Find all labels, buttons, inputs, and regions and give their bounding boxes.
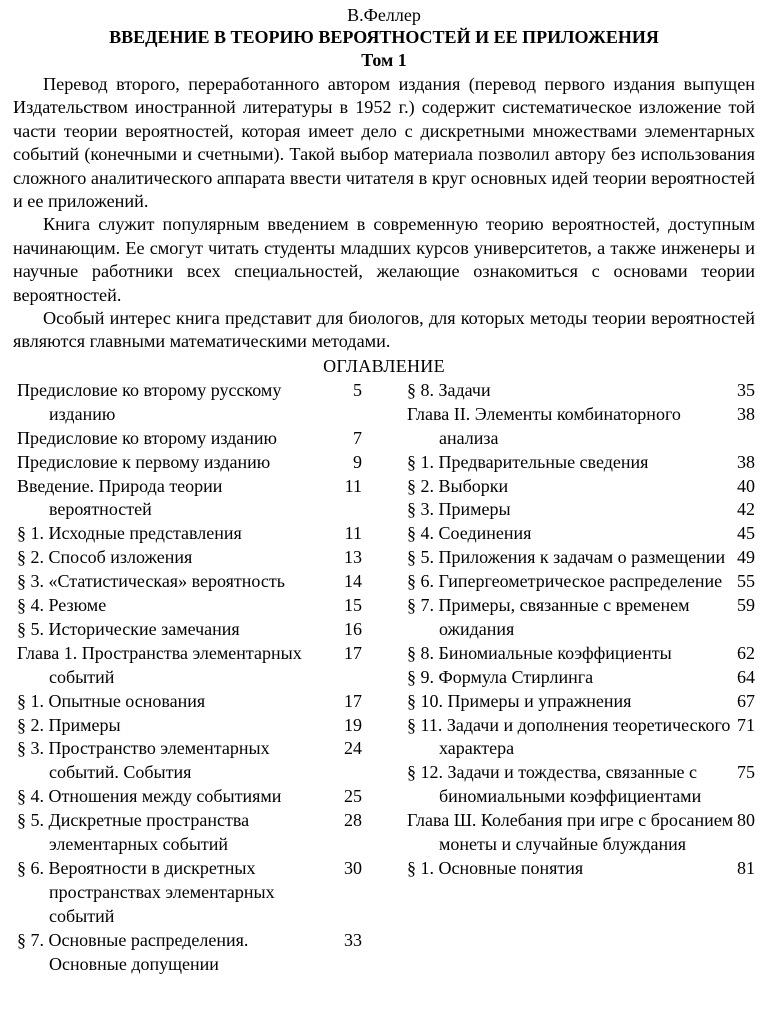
toc-entry-title: § 1. Предварительные сведения [407,451,649,472]
toc-entry-title: § 3. Примеры [407,499,511,520]
toc-entry-page: 55 [737,571,755,592]
toc-entry-page: 42 [737,499,755,520]
toc-entry-title: Предисловие к первому изданию [17,451,271,472]
toc-entry-title: § 3. Пространство элементарных событий. События [17,738,270,783]
toc-entry-page: 19 [344,714,362,735]
toc-entry-page: 75 [737,762,755,783]
toc-entry-title: § 2. Выборки [407,475,509,496]
toc-entry-title: § 1. Опытные основания [17,690,206,711]
toc-entry-page: 28 [344,810,362,831]
toc-entry [17,594,362,618]
toc-entry-title: § 3. «Статистическая» вероятность [17,571,285,592]
toc-entry [17,785,362,809]
toc-left-column [17,379,362,977]
toc-entry-page: 11 [344,523,362,544]
description-paragraph: Особый интерес книга представит для биологов, для которых методы теории вероятностей являются главными математическими методами. [13,308,755,352]
toc-entry-title: § 2. Способ изложения [17,547,193,568]
toc-entry-title: § 4. Резюме [17,595,107,616]
toc-entry [407,498,755,522]
toc-entry-page: 7 [353,427,362,448]
toc-entry [407,546,755,570]
toc-entry-page: 5 [353,379,362,400]
toc-entry-page: 71 [737,714,755,735]
toc-entry-page: 24 [344,738,362,759]
toc-entry-title: Введение. Природа теории вероятностей [17,475,223,520]
toc-entry-page: 64 [737,666,755,687]
table-of-contents [13,379,755,977]
toc-entry [17,379,362,427]
toc-entry-page: 40 [737,475,755,496]
toc-entry [17,929,362,977]
toc-entry-page: 35 [737,379,755,400]
volume-label: Том 1 [361,50,407,70]
toc-entry [17,546,362,570]
document-page [13,4,755,977]
toc-right-column [407,379,755,881]
toc-entry-title: § 5. Приложения к задачам о размещении [407,547,726,568]
toc-entry [407,594,755,642]
toc-entry-page: 67 [737,690,755,711]
toc-entry-title: § 9. Формула Стирлинга [407,666,594,687]
toc-entry-page: 49 [737,547,755,568]
toc-entry-title: § 5. Исторические замечания [17,618,240,639]
toc-entry [407,403,755,451]
toc-entry [17,737,362,785]
toc-entry-title: § 1. Основные понятия [407,858,584,878]
toc-entry [407,522,755,546]
toc-entry-page: 17 [344,642,362,663]
toc-entry-title: § 8. Биномиальные коэффициенты [407,642,672,663]
toc-entry [407,809,755,857]
toc-entry [17,475,362,523]
toc-entry-title: Предисловие ко второму изданию [17,427,277,448]
toc-entry [407,451,755,475]
toc-entry-page: 38 [737,451,755,472]
toc-entry-page: 9 [353,451,362,472]
toc-entry-page: 30 [344,858,362,878]
toc-entry-title: § 1. Исходные представления [17,523,242,544]
toc-entry [17,642,362,690]
toc-entry [17,690,362,714]
toc-entry [407,475,755,499]
toc-entry-title: § 5. Дискретные пространства элементарных событий [17,810,250,855]
toc-entry-title: § 6. Вероятности в дискретных пространствах элементарных событий [17,858,275,926]
description-paragraph: Книга служит популярным введением в современную теорию вероятностей, доступным начинающим. Ее смогут читать студенты младших курсов университетов, а также инженеры и научные работники всех специальностей, желающие ознакомиться с основами теории вероятностей. [13,214,755,305]
toc-entry [17,451,362,475]
toc-entry-title: Глава II. Элементы комбинаторного анализа [407,403,681,448]
toc-entry [407,570,755,594]
toc-entry [407,666,755,690]
toc-entry-title: § 12. Задачи и тождества, связанные с биномиальными коэффициентами [407,762,702,807]
toc-entry-page: 81 [737,858,755,878]
toc-entry-page: 59 [737,595,755,616]
toc-heading: ОГЛАВЛЕНИЕ [323,355,445,376]
book-author: В.Феллер [347,5,421,25]
toc-entry-page: 11 [344,475,362,496]
toc-entry-title: § 7. Основные распределения. Основные допущении [17,929,249,974]
toc-entry-page: 13 [344,547,362,568]
toc-entry-page: 38 [737,403,755,424]
book-description [13,73,755,354]
toc-entry-title: § 2. Примеры [17,714,121,735]
toc-entry-title: § 6. Гипергеометрическое распределение [407,571,723,592]
toc-entry-title: § 10. Примеры и упражнения [407,690,632,711]
toc-entry-title: Глава Ш. Колебания при игре с бросанием монеты и случайные блуждания [407,810,734,855]
toc-entry [407,761,755,809]
toc-entry-page: 25 [344,786,362,807]
toc-entry [407,379,755,403]
toc-entry [17,857,362,929]
toc-entry [407,642,755,666]
toc-entry [17,570,362,594]
toc-entry-page: 15 [344,595,362,616]
toc-entry-page: 62 [737,642,755,663]
toc-entry [407,857,755,881]
toc-entry [17,714,362,738]
toc-entry-page: 80 [737,810,755,831]
toc-entry-page: 45 [737,523,755,544]
toc-entry-page: 17 [344,690,362,711]
toc-entry-title: § 8. Задачи [407,379,491,400]
toc-entry [17,522,362,546]
toc-entry-page: 14 [344,571,362,592]
toc-entry [407,714,755,762]
book-title: ВВЕДЕНИЕ В ТЕОРИЮ ВЕРОЯТНОСТЕЙ И ЕЕ ПРИЛОЖЕНИЯ [109,27,659,47]
toc-entry-title: § 4. Соединения [407,523,532,544]
toc-entry-page: 33 [344,929,362,950]
toc-entry-title: § 11. Задачи и дополнения теоретического характера [407,714,731,759]
toc-entry-title: § 7. Примеры, связанные с временем ожидания [407,595,690,639]
toc-entry-page: 16 [344,618,362,639]
toc-entry [17,427,362,451]
toc-entry-title: § 4. Отношения между событиями [17,786,282,807]
toc-entry-title: Предисловие ко второму русскому изданию [17,379,282,424]
description-paragraph: Перевод второго, переработанного автором издания (перевод первого издания выпущен Издательством иностранной литературы в 1952 г.) содержит систематическое изложение той части теории вероятностей, которая имеет дело с дискретными множествами элементарных событий (конечными и счетными). Такой выбор материала позволил автору без использования сложного аналитического аппарата ввести читателя в круг основных идей теории вероятностей и ее приложений. [13,74,755,212]
toc-entry [17,618,362,642]
toc-entry [17,809,362,857]
toc-entry-title: Глава 1. Пространства элементарных событий [17,642,302,687]
toc-entry [407,690,755,714]
